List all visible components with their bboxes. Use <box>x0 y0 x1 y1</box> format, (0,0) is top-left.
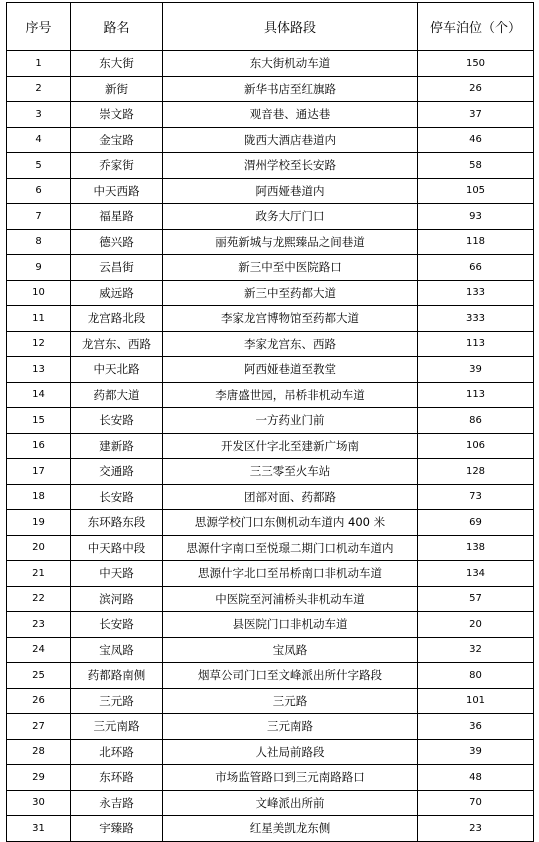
row-index-cell: 4 <box>7 127 71 153</box>
road-name-cell: 东环路东段 <box>71 510 163 536</box>
road-name-cell: 中天路中段 <box>71 535 163 561</box>
road-section-cell: 人社局前路段 <box>163 739 418 765</box>
table-row <box>7 535 534 561</box>
table-row <box>7 357 534 383</box>
road-name-cell: 长安路 <box>71 484 163 510</box>
parking-spaces-cell: 39 <box>418 357 534 383</box>
row-index-cell: 8 <box>7 229 71 255</box>
road-section-cell: 丽苑新城与龙熙臻品之间巷道 <box>163 229 418 255</box>
road-section-cell: 市场监管路口到三元南路路口 <box>163 765 418 791</box>
parking-spaces-cell: 105 <box>418 178 534 204</box>
road-name-cell: 长安路 <box>71 408 163 434</box>
road-name-cell: 金宝路 <box>71 127 163 153</box>
road-name-cell: 交通路 <box>71 459 163 485</box>
row-index-cell: 7 <box>7 204 71 230</box>
road-name-cell: 东大街 <box>71 51 163 77</box>
road-name-cell: 云昌街 <box>71 255 163 281</box>
row-index-cell: 28 <box>7 739 71 765</box>
row-index-cell: 19 <box>7 510 71 536</box>
table-row <box>7 382 534 408</box>
road-section-cell: 三元路 <box>163 688 418 714</box>
table-row <box>7 433 534 459</box>
road-name-cell: 龙宫路北段 <box>71 306 163 332</box>
table-row <box>7 204 534 230</box>
road-section-cell: 三元南路 <box>163 714 418 740</box>
parking-spaces-cell: 133 <box>418 280 534 306</box>
row-index-cell: 22 <box>7 586 71 612</box>
table-row <box>7 816 534 842</box>
row-index-cell: 2 <box>7 76 71 102</box>
parking-spaces-cell: 128 <box>418 459 534 485</box>
table-row <box>7 637 534 663</box>
road-section-cell: 李唐盛世园，吊桥非机动车道 <box>163 382 418 408</box>
row-index-cell: 17 <box>7 459 71 485</box>
table-row <box>7 280 534 306</box>
road-name-cell: 福星路 <box>71 204 163 230</box>
row-index-cell: 27 <box>7 714 71 740</box>
row-index-cell: 1 <box>7 51 71 77</box>
row-index-cell: 10 <box>7 280 71 306</box>
parking-spaces-cell: 86 <box>418 408 534 434</box>
header-road-name: 路名 <box>71 3 163 51</box>
parking-spaces-cell: 118 <box>418 229 534 255</box>
road-name-cell: 北环路 <box>71 739 163 765</box>
row-index-cell: 29 <box>7 765 71 791</box>
road-section-cell: 烟草公司门口至文峰派出所什字路段 <box>163 663 418 689</box>
table-row <box>7 714 534 740</box>
table-row <box>7 663 534 689</box>
road-name-cell: 龙宫东、西路 <box>71 331 163 357</box>
parking-spaces-cell: 66 <box>418 255 534 281</box>
road-section-cell: 思源什字北口至吊桥南口非机动车道 <box>163 561 418 587</box>
road-section-cell: 文峰派出所前 <box>163 790 418 816</box>
road-section-cell: 三三零至火车站 <box>163 459 418 485</box>
parking-spaces-cell: 26 <box>418 76 534 102</box>
table-row <box>7 306 534 332</box>
parking-spaces-cell: 106 <box>418 433 534 459</box>
header-road-section: 具体路段 <box>163 3 418 51</box>
road-section-cell: 观音巷、通达巷 <box>163 102 418 128</box>
road-section-cell: 陇西大酒店巷道内 <box>163 127 418 153</box>
row-index-cell: 5 <box>7 153 71 179</box>
parking-spaces-cell: 57 <box>418 586 534 612</box>
road-section-cell: 红星美凯龙东侧 <box>163 816 418 842</box>
row-index-cell: 9 <box>7 255 71 281</box>
parking-spaces-cell: 37 <box>418 102 534 128</box>
road-section-cell: 新华书店至红旗路 <box>163 76 418 102</box>
road-name-cell: 中天路 <box>71 561 163 587</box>
row-index-cell: 31 <box>7 816 71 842</box>
road-section-cell: 政务大厅门口 <box>163 204 418 230</box>
parking-spaces-cell: 46 <box>418 127 534 153</box>
road-name-cell: 药都路南侧 <box>71 663 163 689</box>
row-index-cell: 26 <box>7 688 71 714</box>
row-index-cell: 18 <box>7 484 71 510</box>
parking-spaces-cell: 73 <box>418 484 534 510</box>
parking-spaces-cell: 138 <box>418 535 534 561</box>
parking-spaces-cell: 58 <box>418 153 534 179</box>
road-section-cell: 渭州学校至长安路 <box>163 153 418 179</box>
road-section-cell: 一方药业门前 <box>163 408 418 434</box>
table-row <box>7 586 534 612</box>
table-row <box>7 76 534 102</box>
row-index-cell: 25 <box>7 663 71 689</box>
road-name-cell: 德兴路 <box>71 229 163 255</box>
road-name-cell: 药都大道 <box>71 382 163 408</box>
road-section-cell: 宝凤路 <box>163 637 418 663</box>
row-index-cell: 6 <box>7 178 71 204</box>
row-index-cell: 3 <box>7 102 71 128</box>
table-row <box>7 178 534 204</box>
parking-spaces-cell: 113 <box>418 382 534 408</box>
road-name-cell: 建新路 <box>71 433 163 459</box>
parking-spaces-cell: 23 <box>418 816 534 842</box>
road-name-cell: 宝凤路 <box>71 637 163 663</box>
parking-spaces-cell: 134 <box>418 561 534 587</box>
table-row <box>7 484 534 510</box>
table-row <box>7 408 534 434</box>
parking-spaces-cell: 80 <box>418 663 534 689</box>
parking-spaces-cell: 36 <box>418 714 534 740</box>
road-section-cell: 思源什字南口至悦璟二期门口机动车道内 <box>163 535 418 561</box>
road-name-cell: 乔家街 <box>71 153 163 179</box>
table-row <box>7 102 534 128</box>
road-section-cell: 开发区什字北至建新广场南 <box>163 433 418 459</box>
road-name-cell: 崇文路 <box>71 102 163 128</box>
parking-spaces-cell: 39 <box>418 739 534 765</box>
table-row <box>7 255 534 281</box>
table-row <box>7 459 534 485</box>
table-row <box>7 612 534 638</box>
parking-spaces-cell: 20 <box>418 612 534 638</box>
row-index-cell: 15 <box>7 408 71 434</box>
road-section-cell: 新三中至中医院路口 <box>163 255 418 281</box>
table-row <box>7 510 534 536</box>
road-name-cell: 威远路 <box>71 280 163 306</box>
row-index-cell: 11 <box>7 306 71 332</box>
road-name-cell: 新街 <box>71 76 163 102</box>
road-name-cell: 永吉路 <box>71 790 163 816</box>
parking-spaces-cell: 70 <box>418 790 534 816</box>
table-row <box>7 790 534 816</box>
row-index-cell: 14 <box>7 382 71 408</box>
header-index: 序号 <box>7 3 71 51</box>
row-index-cell: 23 <box>7 612 71 638</box>
table-row <box>7 153 534 179</box>
parking-spaces-cell: 150 <box>418 51 534 77</box>
road-section-cell: 中医院至河浦桥头非机动车道 <box>163 586 418 612</box>
road-name-cell: 三元南路 <box>71 714 163 740</box>
row-index-cell: 24 <box>7 637 71 663</box>
road-section-cell: 阿西娅巷道至教堂 <box>163 357 418 383</box>
road-section-cell: 团部对面、药都路 <box>163 484 418 510</box>
road-name-cell: 三元路 <box>71 688 163 714</box>
header-parking-spaces: 停车泊位（个） <box>418 3 534 51</box>
parking-spaces-cell: 113 <box>418 331 534 357</box>
road-section-cell: 阿西娅巷道内 <box>163 178 418 204</box>
parking-spaces-cell: 93 <box>418 204 534 230</box>
parking-spaces-cell: 48 <box>418 765 534 791</box>
table-row <box>7 331 534 357</box>
parking-spaces-cell: 333 <box>418 306 534 332</box>
parking-spaces-cell: 101 <box>418 688 534 714</box>
table-row <box>7 229 534 255</box>
table-row <box>7 127 534 153</box>
road-section-cell: 思源学校门口东侧机动车道内 400 米 <box>163 510 418 536</box>
row-index-cell: 13 <box>7 357 71 383</box>
table-row <box>7 688 534 714</box>
road-section-cell: 李家龙宫博物馆至药都大道 <box>163 306 418 332</box>
road-section-cell: 东大街机动车道 <box>163 51 418 77</box>
road-name-cell: 中天北路 <box>71 357 163 383</box>
row-index-cell: 21 <box>7 561 71 587</box>
road-section-cell: 新三中至药都大道 <box>163 280 418 306</box>
parking-spaces-cell: 32 <box>418 637 534 663</box>
road-name-cell: 滨河路 <box>71 586 163 612</box>
road-name-cell: 东环路 <box>71 765 163 791</box>
row-index-cell: 20 <box>7 535 71 561</box>
table-row <box>7 51 534 77</box>
road-name-cell: 宇臻路 <box>71 816 163 842</box>
header-row <box>7 3 534 51</box>
row-index-cell: 16 <box>7 433 71 459</box>
table-row <box>7 765 534 791</box>
road-section-cell: 县医院门口非机动车道 <box>163 612 418 638</box>
row-index-cell: 12 <box>7 331 71 357</box>
parking-spaces-table <box>6 2 534 842</box>
road-name-cell: 中天西路 <box>71 178 163 204</box>
road-name-cell: 长安路 <box>71 612 163 638</box>
road-section-cell: 李家龙宫东、西路 <box>163 331 418 357</box>
table-row <box>7 561 534 587</box>
parking-spaces-cell: 69 <box>418 510 534 536</box>
table-row <box>7 739 534 765</box>
row-index-cell: 30 <box>7 790 71 816</box>
